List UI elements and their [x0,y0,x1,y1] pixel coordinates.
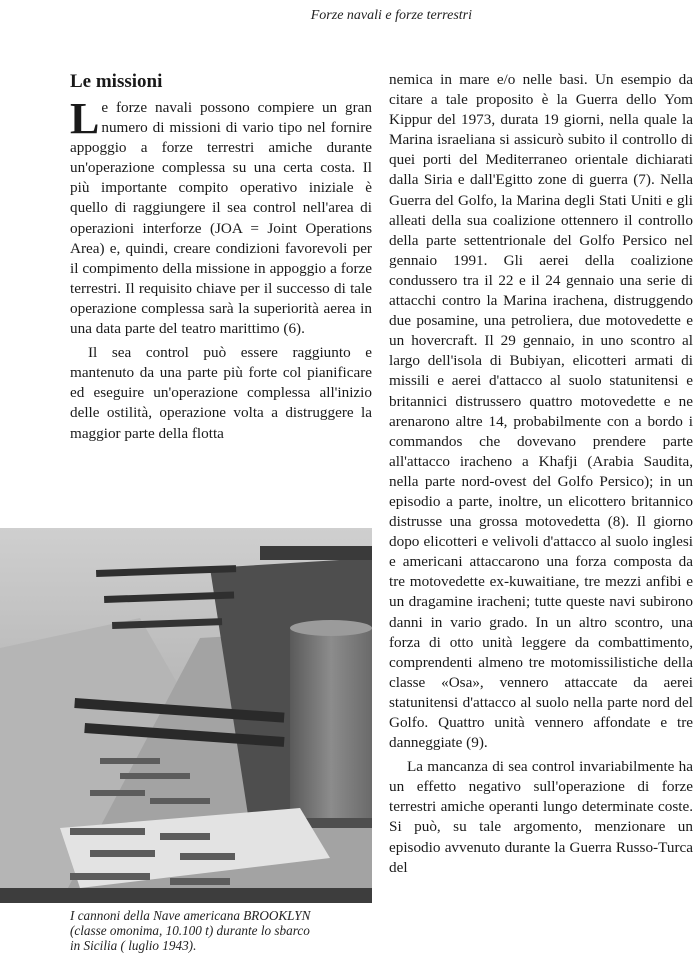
photo-caption [70,908,370,953]
left-paragraph-1-text: e forze navali possono compiere un gran numero di missioni di vario tipo nel fornire appoggio a forze terrestri amiche durante un'operazione complessa su una certa costa. Il più importante compito operativo iniziale è quello di raggiungere il sea control nell'area di operazioni interforze (JOA = Joint Operations Area) e, quindi, creare condizioni favorevoli per il compimento della missione in appoggio a forze terrestri. Il requisito chiave per il successo di tale operazione complessa sarà la superiorità aerea in una data parte del teatro marittimo (6). [70,99,372,338]
caption-line-3: in Sicilia ( luglio 1943). [70,938,197,953]
running-header: Forze navali e forze terrestri [310,8,472,23]
drop-cap: L [70,94,100,143]
warship-photo [0,528,372,903]
warship-guns-illustration [0,528,372,903]
left-column [70,70,372,444]
caption-line-2: (classe omonima, 10.100 t) durante lo sbarco [70,923,310,938]
right-paragraph-2: La mancanza di sea control invariabilmente ha un effetto negativo sull'operazione di forze terrestri amiche operanti lungo determinate coste. Si può, su tale argomento, menzionare un episodio avvenuto durante la Guerra Russo-Turca del [389,758,693,876]
left-paragraph-2: Il sea control può essere raggiunto e mantenuto da una parte più forte col pianificare ed eseguire un'operazione complessa all'inizio delle ostilità, operazione volta a distruggere la maggior parte della flotta [70,344,372,442]
section-title: Le missioni [70,71,163,92]
caption-line-1: I cannoni della Nave americana BROOKLYN [70,908,311,923]
right-paragraph-1: nemica in mare e/o nelle basi. Un esempio da citare a tale proposito è la Guerra dello Yom Kippur del 1973, durata 19 giorni, nella quale la Marina israeliana si assicurò subito il controllo di quei porti del Mediterraneo orientale dichiarati dalla Siria e dall'Egitto zone di guerra (7). Nella Guerra del Golfo, la Marina degli Stati Uniti e gli alleati della sua coalizione ottennero il controllo della parte settentrionale del Golfo Persico nel gennaio 1991. Gli aerei della coalizione condussero tra il 22 e il 24 gennaio una serie di attacchi contro la Marina irachena, distruggendo due posamine, una petroliera, due motovedette e un hovercraft. Il 29 gennaio, in uno scontro al largo dell'isola di Bubiyan, elicotteri armati di missili e aerei d'attacco al suolo statunitensi e britannici distrussero quattro motovedette e ne arenarono altre 14, probabilmente con a bordo i commandos che dovevano prendere parte all'attacco iracheno a Khafji (Arabia Saudita, nella parte nord-ovest del Golfo Persico); in un episodio a parte, inoltre, un elicottero britannico distrusse una grossa motovedetta (8). Il giorno dopo elicotteri e velivoli d'attacco al suolo inglesi e americani attaccarono una forza composta da tre motovedette ex-kuwaitiane, tre mezzi anfibi e un dragamine iracheni; tutte queste navi subirono danni in vario grado. In un altro scontro, una forza di otto unità leggere da combattimento, comprendenti almeno tre motomissilistiche della classe «Osa», vennero attaccate da aerei statunitensi d'attacco al suolo nella parte nord del Golfo. Quattro unità vennero affondate e tre danneggiate (9). [389,71,693,752]
left-paragraph-1 [70,94,372,339]
right-column [389,70,693,878]
